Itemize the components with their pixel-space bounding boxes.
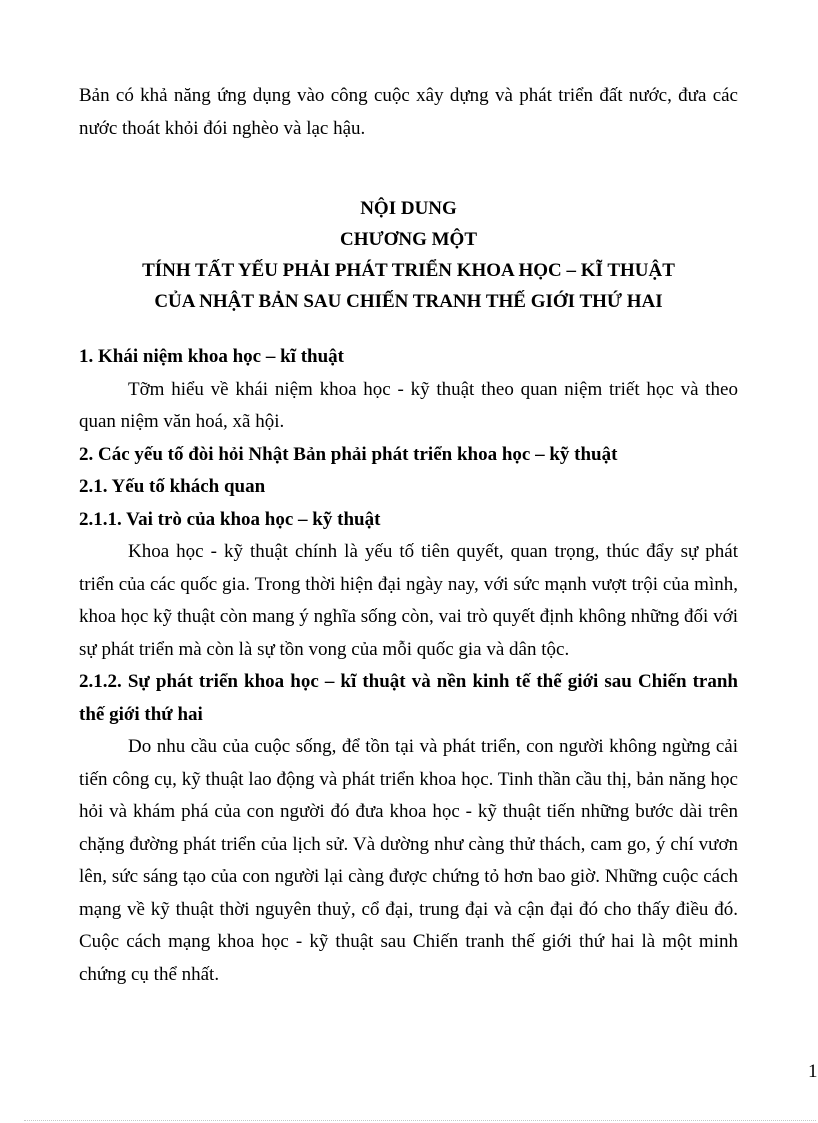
chapter-title-line-2: CỦA NHẬT BẢN SAU CHIẾN TRANH THẾ GIỚI THỨ HAI: [154, 291, 663, 312]
heading-2-1-1: 2.1.1. Vai trò của khoa học – kỹ thuật: [79, 508, 381, 530]
heading-2-1-2: 2.1.2. Sự phát triển khoa học – kĩ thuật và nền kinh tế thế giới sau Chiến tranh thế giới thứ hai: [79, 671, 738, 725]
paragraph-2-1-2: Do nhu cầu của cuộc sống, để tồn tại và phát triển, con người không ngừng cải tiến công cụ, kỹ thuật lao động và phát triển khoa học. Tinh thần cầu thị, bản năng học hỏi và khám phá của con người đó đưa khoa học - kỹ thuật tiến những bước dài trên chặng đường phát triển của lịch sử. Và dường như càng thử thách, cam go, ý chí vươn lên, sức sáng tạo của con người lại càng được chứng tỏ hơn bao giờ. Những cuộc cách mạng về kỹ thuật thời nguyên thuỷ, cổ đại, trung đại và cận đại đó cho thấy điều đó. Cuộc cách mạng khoa học - kỹ thuật sau Chiến tranh thế giới thứ hai là một minh chứng cụ thể nhất.: [79, 736, 738, 985]
chapter-title-block: [79, 193, 738, 317]
chapter-title-line-1: TÍNH TẤT YẾU PHẢI PHÁT TRIỂN KHOA HỌC – KĨ THUẬT: [142, 260, 675, 281]
chapter-label: CHƯƠNG MỘT: [339, 229, 478, 250]
paragraph-2-1-1: Khoa học - kỹ thuật chính là yếu tố tiên quyết, quan trọng, thúc đẩy sự phát triển của các quốc gia. Trong thời hiện đại ngày nay, với sức mạnh vượt trội của mình, khoa học kỹ thuật còn mang ý nghĩa sống còn, vai trò quyết định không những đối với sự phát triển mà còn là sự tồn vong của mỗi quốc gia và dân tộc.: [79, 541, 738, 660]
paragraph-1: Tỡm hiểu về khái niệm khoa học - kỹ thuật theo quan niệm triết học và theo quan niệm văn hoá, xã hội.: [79, 378, 738, 432]
page-bottom-divider: [24, 1120, 816, 1121]
heading-1: 1. Khái niệm khoa học – kĩ thuật: [79, 346, 344, 367]
section-label: NỘI DUNG: [360, 198, 457, 219]
intro-paragraph: Bản có khả năng ứng dụng vào công cuộc xây dựng và phát triển đất nước, đưa các nước thoát khỏi đói nghèo và lạc hậu.: [79, 85, 738, 139]
page-number: 1: [808, 1061, 818, 1082]
heading-2: 2. Các yếu tố đòi hỏi Nhật Bản phải phát triển khoa học – kỹ thuật: [79, 443, 618, 465]
document-page: [79, 80, 738, 991]
heading-2-1: 2.1. Yếu tố khách quan: [79, 476, 266, 497]
